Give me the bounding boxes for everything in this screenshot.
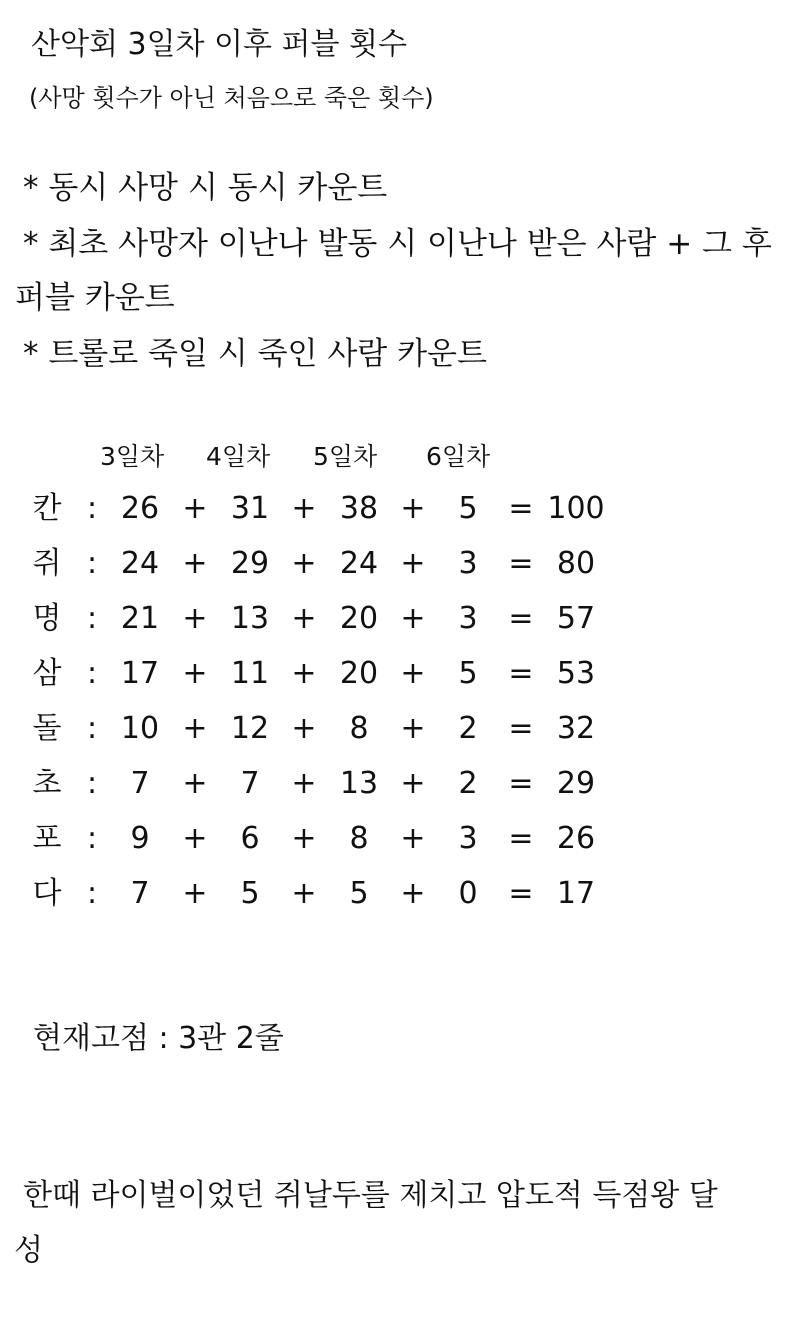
cell-day3: 9 bbox=[130, 821, 150, 856]
page-subtitle: (사망 횟수가 아닌 처음으로 죽은 횟수) bbox=[29, 84, 434, 112]
cell-day5: 8 bbox=[349, 711, 369, 746]
row-player-name: 칸 bbox=[32, 491, 62, 526]
equals-sign: = bbox=[508, 711, 534, 746]
plus-sign: + bbox=[291, 766, 317, 801]
row-colon: : bbox=[86, 711, 98, 746]
equals-sign: = bbox=[508, 821, 534, 856]
cell-total: 17 bbox=[556, 876, 596, 911]
cell-day4: 29 bbox=[230, 546, 270, 581]
header-day4: 4일차 bbox=[206, 442, 271, 471]
plus-sign: + bbox=[400, 546, 426, 581]
comment-line-1: 한때 라이벌이었던 쥐날두를 제치고 압도적 득점왕 달 bbox=[23, 1178, 718, 1213]
cell-day6: 3 bbox=[458, 601, 478, 636]
cell-day3: 7 bbox=[130, 876, 150, 911]
cell-total: 100 bbox=[547, 491, 605, 526]
row-player-name: 삼 bbox=[32, 656, 62, 691]
equals-sign: = bbox=[508, 876, 534, 911]
plus-sign: + bbox=[182, 546, 208, 581]
equals-sign: = bbox=[508, 766, 534, 801]
cell-day5: 20 bbox=[339, 656, 379, 691]
rule-simultaneous-death: * 동시 사망 시 동시 카운트 bbox=[23, 170, 388, 206]
cell-day5: 24 bbox=[339, 546, 379, 581]
header-day6: 6일차 bbox=[426, 442, 491, 471]
cell-day6: 3 bbox=[458, 546, 478, 581]
plus-sign: + bbox=[291, 876, 317, 911]
plus-sign: + bbox=[291, 656, 317, 691]
cell-day4: 12 bbox=[230, 711, 270, 746]
plus-sign: + bbox=[291, 601, 317, 636]
rule-inanna-continued: 퍼블 카운트 bbox=[15, 280, 175, 316]
cell-day5: 5 bbox=[349, 876, 369, 911]
cell-day5: 8 bbox=[349, 821, 369, 856]
plus-sign: + bbox=[400, 821, 426, 856]
row-colon: : bbox=[86, 656, 98, 691]
cell-day6: 2 bbox=[458, 766, 478, 801]
plus-sign: + bbox=[400, 491, 426, 526]
cell-total: 26 bbox=[556, 821, 596, 856]
row-colon: : bbox=[86, 821, 98, 856]
plus-sign: + bbox=[400, 656, 426, 691]
row-player-name: 초 bbox=[32, 766, 62, 801]
cell-day5: 38 bbox=[339, 491, 379, 526]
cell-day4: 6 bbox=[240, 821, 260, 856]
cell-total: 80 bbox=[556, 546, 596, 581]
plus-sign: + bbox=[291, 711, 317, 746]
plus-sign: + bbox=[182, 601, 208, 636]
plus-sign: + bbox=[291, 821, 317, 856]
plus-sign: + bbox=[400, 876, 426, 911]
plus-sign: + bbox=[182, 711, 208, 746]
row-colon: : bbox=[86, 876, 98, 911]
cell-total: 32 bbox=[556, 711, 596, 746]
cell-day4: 7 bbox=[240, 766, 260, 801]
row-player-name: 포 bbox=[32, 821, 62, 856]
rule-troll-kill: * 트롤로 죽일 시 죽인 사람 카운트 bbox=[23, 336, 487, 372]
row-colon: : bbox=[86, 546, 98, 581]
cell-day3: 24 bbox=[120, 546, 160, 581]
row-player-name: 돌 bbox=[32, 711, 62, 746]
row-colon: : bbox=[86, 601, 98, 636]
cell-day3: 10 bbox=[120, 711, 160, 746]
equals-sign: = bbox=[508, 491, 534, 526]
rule-inanna: * 최초 사망자 이난나 발동 시 이난나 받은 사람 + 그 후 bbox=[23, 226, 772, 262]
plus-sign: + bbox=[291, 546, 317, 581]
row-colon: : bbox=[86, 766, 98, 801]
plus-sign: + bbox=[182, 491, 208, 526]
cell-day5: 13 bbox=[339, 766, 379, 801]
cell-day6: 5 bbox=[458, 656, 478, 691]
cell-day5: 20 bbox=[339, 601, 379, 636]
cell-day3: 21 bbox=[120, 601, 160, 636]
cell-day3: 7 bbox=[130, 766, 150, 801]
row-colon: : bbox=[86, 491, 98, 526]
plus-sign: + bbox=[291, 491, 317, 526]
equals-sign: = bbox=[508, 601, 534, 636]
cell-total: 53 bbox=[556, 656, 596, 691]
cell-day6: 0 bbox=[458, 876, 478, 911]
row-player-name: 다 bbox=[32, 876, 62, 911]
plus-sign: + bbox=[182, 876, 208, 911]
comment-line-2: 성 bbox=[14, 1233, 43, 1268]
plus-sign: + bbox=[400, 766, 426, 801]
row-player-name: 명 bbox=[32, 601, 62, 636]
cell-day6: 3 bbox=[458, 821, 478, 856]
header-day3: 3일차 bbox=[100, 442, 165, 471]
plus-sign: + bbox=[182, 656, 208, 691]
cell-day4: 5 bbox=[240, 876, 260, 911]
equals-sign: = bbox=[508, 546, 534, 581]
plus-sign: + bbox=[400, 711, 426, 746]
cell-day4: 31 bbox=[230, 491, 270, 526]
cell-day6: 2 bbox=[458, 711, 478, 746]
cell-day4: 11 bbox=[230, 656, 270, 691]
row-player-name: 쥐 bbox=[32, 546, 62, 581]
plus-sign: + bbox=[182, 821, 208, 856]
plus-sign: + bbox=[400, 601, 426, 636]
cell-day3: 26 bbox=[120, 491, 160, 526]
cell-total: 29 bbox=[556, 766, 596, 801]
page-title: 산악회 3일차 이후 퍼블 횟수 bbox=[31, 27, 408, 62]
plus-sign: + bbox=[182, 766, 208, 801]
header-day5: 5일차 bbox=[313, 442, 378, 471]
cell-day4: 13 bbox=[230, 601, 270, 636]
equals-sign: = bbox=[508, 656, 534, 691]
cell-day3: 17 bbox=[120, 656, 160, 691]
cell-total: 57 bbox=[556, 601, 596, 636]
current-high-score: 현재고점 : 3관 2줄 bbox=[33, 1021, 284, 1056]
cell-day6: 5 bbox=[458, 491, 478, 526]
